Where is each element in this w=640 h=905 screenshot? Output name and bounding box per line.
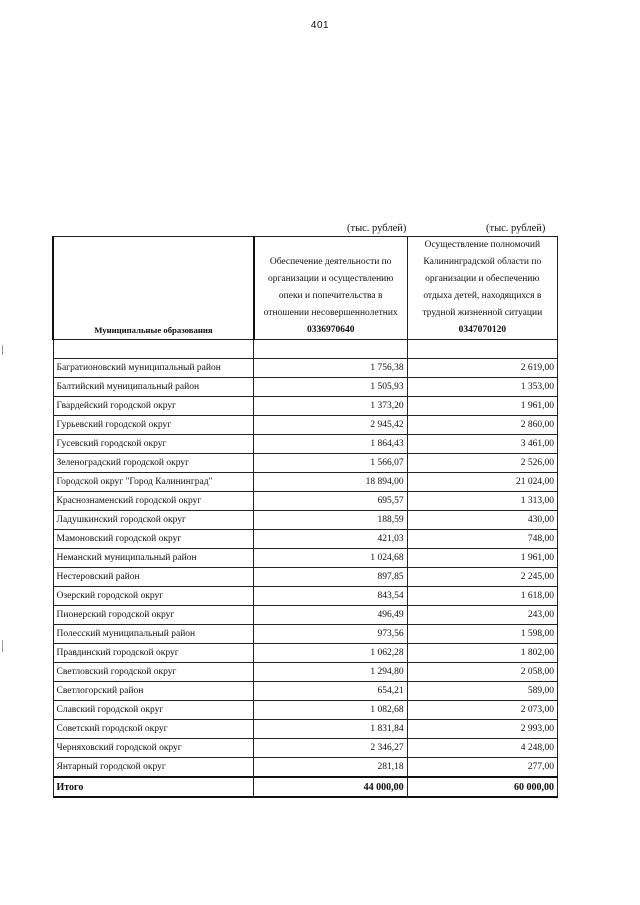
units-label-col3: (тыс. рублей): [486, 223, 546, 234]
municipality-name: Светлогорский район: [53, 682, 254, 701]
municipality-name: Зеленоградский городской округ: [53, 454, 254, 473]
table-row: [53, 606, 558, 625]
children-rest-value: 1 961,00: [407, 397, 557, 416]
municipality-name: Черняховский городской округ: [53, 739, 254, 758]
table-row: [53, 397, 558, 416]
guardianship-value: 1 505,93: [254, 378, 407, 397]
municipality-name: Краснознаменский городской округ: [53, 492, 254, 511]
table-row: [53, 511, 558, 530]
total-row: [53, 777, 558, 797]
table-row: [53, 720, 558, 739]
children-rest-value: 21 024,00: [407, 473, 557, 492]
guardianship-value: 1 294,80: [254, 663, 407, 682]
total-guardianship: 44 000,00: [254, 777, 407, 797]
table-row: [53, 625, 558, 644]
table-row: [53, 701, 558, 720]
guardianship-value: 695,57: [254, 492, 407, 511]
children-rest-value: 1 961,00: [407, 549, 557, 568]
header-children-rest: [407, 237, 557, 340]
children-rest-value: 2 073,00: [407, 701, 557, 720]
header-municipalities: Муниципальные образования: [53, 237, 254, 340]
children-rest-value: 1 313,00: [407, 492, 557, 511]
municipality-name: Неманский муниципальный район: [53, 549, 254, 568]
guardianship-value: 2 346,27: [254, 739, 407, 758]
municipality-name: Мамоновский городской округ: [53, 530, 254, 549]
municipality-name: Гусевский городской округ: [53, 435, 254, 454]
table-row: [53, 492, 558, 511]
children-rest-value: 243,00: [407, 606, 557, 625]
children-rest-value: 4 248,00: [407, 739, 557, 758]
header-guardianship: [254, 237, 407, 340]
municipality-name: Гурьевский городской округ: [53, 416, 254, 435]
children-rest-value: 2 860,00: [407, 416, 557, 435]
children-rest-value: 277,00: [407, 758, 557, 778]
spacer-row: [53, 340, 558, 359]
municipality-name: Гвардейский городской округ: [53, 397, 254, 416]
header-children-rest-code: 0347070120: [458, 325, 507, 335]
municipality-name: Полесский муниципальный район: [53, 625, 254, 644]
guardianship-value: 1 062,28: [254, 644, 407, 663]
table-row: [53, 416, 558, 435]
table-row: [53, 587, 558, 606]
children-rest-value: 2 245,00: [407, 568, 557, 587]
municipality-name: Янтарный городской округ: [53, 758, 254, 778]
header-guardianship-text: Обеспечение деятельности по организации и осуществлению опеки и попечительства в отношении несовершеннолетних: [263, 257, 398, 318]
guardianship-value: 2 945,42: [254, 416, 407, 435]
table-row: [53, 359, 558, 378]
children-rest-value: 2 619,00: [407, 359, 557, 378]
header-children-rest-text: Осуществление полномочий Калининградской области по организации и обеспечению отдыха детей, находящихся в трудной жизненной ситуации: [422, 240, 543, 318]
units-label-col2: (тыс. рублей): [347, 223, 407, 234]
guardianship-value: 496,49: [254, 606, 407, 625]
municipality-name: Багратионовский муниципальный район: [53, 359, 254, 378]
guardianship-value: 1 756,38: [254, 359, 407, 378]
table-row: [53, 739, 558, 758]
municipality-name: Светловский городской округ: [53, 663, 254, 682]
budget-table: [52, 236, 558, 798]
header-guardianship-code: 0336970640: [306, 325, 355, 335]
scan-mark: [2, 640, 3, 652]
children-rest-value: 1 618,00: [407, 587, 557, 606]
municipality-name: Пионерский городской округ: [53, 606, 254, 625]
guardianship-value: 1 373,20: [254, 397, 407, 416]
scan-mark: [2, 345, 3, 355]
guardianship-value: 654,21: [254, 682, 407, 701]
table-row: [53, 435, 558, 454]
children-rest-value: 430,00: [407, 511, 557, 530]
total-children-rest: 60 000,00: [407, 777, 557, 797]
children-rest-value: 2 058,00: [407, 663, 557, 682]
municipality-name: Советский городской округ: [53, 720, 254, 739]
children-rest-value: 1 598,00: [407, 625, 557, 644]
guardianship-value: 1 082,68: [254, 701, 407, 720]
municipality-name: Озерский городской округ: [53, 587, 254, 606]
guardianship-value: 1 864,43: [254, 435, 407, 454]
table-row: [53, 663, 558, 682]
table-row: [53, 682, 558, 701]
table-row: [53, 549, 558, 568]
children-rest-value: 3 461,00: [407, 435, 557, 454]
table-row: [53, 473, 558, 492]
table-row: [53, 530, 558, 549]
children-rest-value: 748,00: [407, 530, 557, 549]
guardianship-value: 973,56: [254, 625, 407, 644]
municipality-name: Правдинский городской округ: [53, 644, 254, 663]
total-label: Итого: [53, 777, 254, 797]
table-row: [53, 644, 558, 663]
guardianship-value: 281,18: [254, 758, 407, 778]
guardianship-value: 18 894,00: [254, 473, 407, 492]
table-header-row: [53, 237, 558, 340]
guardianship-value: 1 566,07: [254, 454, 407, 473]
guardianship-value: 897,85: [254, 568, 407, 587]
children-rest-value: 2 993,00: [407, 720, 557, 739]
table-row: [53, 758, 558, 778]
municipality-name: Ладушкинский городской округ: [53, 511, 254, 530]
page-number: 401: [310, 20, 330, 31]
children-rest-value: 2 526,00: [407, 454, 557, 473]
municipality-name: Городской округ "Город Калининград": [53, 473, 254, 492]
guardianship-value: 843,54: [254, 587, 407, 606]
municipality-name: Славский городской округ: [53, 701, 254, 720]
guardianship-value: 1 831,84: [254, 720, 407, 739]
guardianship-value: 421,03: [254, 530, 407, 549]
guardianship-value: 188,59: [254, 511, 407, 530]
table-row: [53, 378, 558, 397]
children-rest-value: 1 353,00: [407, 378, 557, 397]
table-row: [53, 568, 558, 587]
municipality-name: Нестеровский район: [53, 568, 254, 587]
table-row: [53, 454, 558, 473]
municipality-name: Балтийский муниципальный район: [53, 378, 254, 397]
guardianship-value: 1 024,68: [254, 549, 407, 568]
children-rest-value: 1 802,00: [407, 644, 557, 663]
children-rest-value: 589,00: [407, 682, 557, 701]
